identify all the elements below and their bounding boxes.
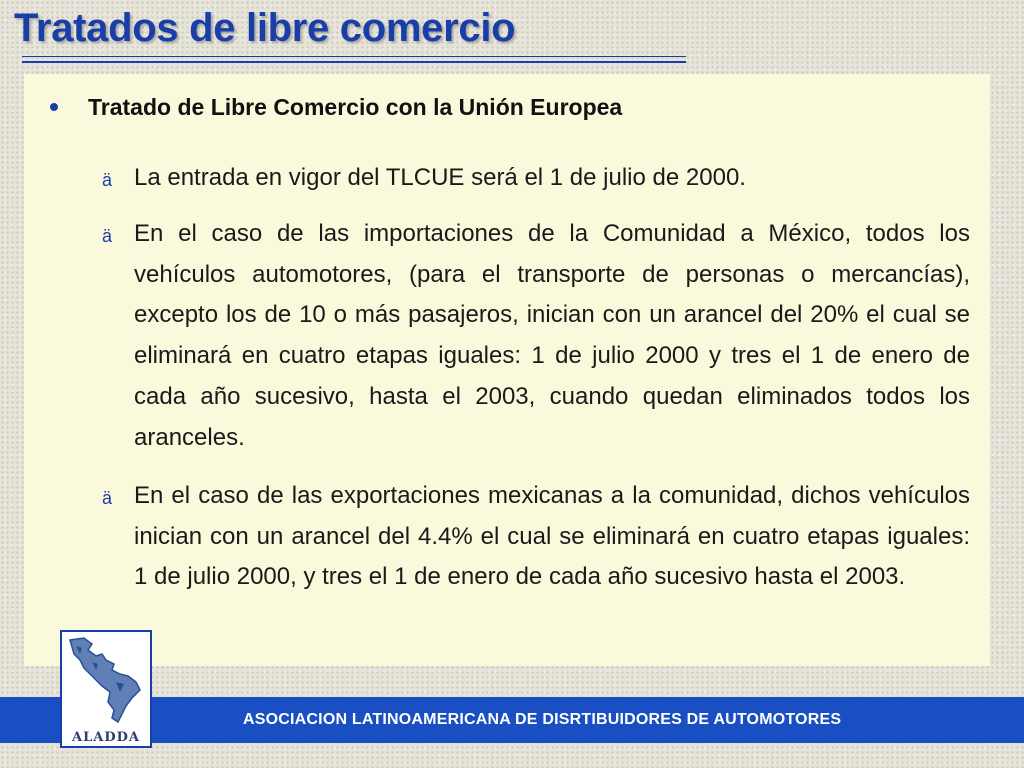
logo-name: ALADDA <box>72 730 140 745</box>
list-item-text: En el caso de las exportaciones mexicanas a la comunidad, dichos vehículos inician con un arancel del 4.4% el cual se eliminará en cuatro etapas iguales: 1 de julio 2000, y tres el 1 de enero de cada año sucesivo hasta el 2003. <box>134 482 970 591</box>
section-heading-text: Tratado de Libre Comercio con la Unión Europea <box>88 94 623 120</box>
sub-bullet-arrow-icon: ä <box>102 170 113 190</box>
sub-bullet-arrow-icon: ä <box>102 488 113 508</box>
footer-organization: ASOCIACION LATINOAMERICANA DE DISRTIBUIDORES DE AUTOMOTORES <box>243 711 842 728</box>
slide-title: Tratados de libre comercio <box>14 6 516 50</box>
content-panel <box>24 74 990 666</box>
list-item-text: En el caso de las importaciones de la Comunidad a México, todos los vehículos automotores, (para el transporte de personas o mercancías), excepto los de 10 o más pasajeros, inician con un arancel del 20% el cual se eliminará en cuatro etapas iguales: 1 de julio 2000 y tres el 1 de enero de cada año sucesivo, hasta el 2003, cuando quedan eliminados todos los aranceles. <box>134 220 970 451</box>
aladda-logo <box>60 630 152 748</box>
latin-america-map-icon <box>62 634 150 726</box>
list-item <box>102 214 970 458</box>
list-item-text: La entrada en vigor del TLCUE será el 1 de julio de 2000. <box>134 164 746 191</box>
list-item <box>102 158 970 199</box>
list-item <box>102 476 970 598</box>
title-underline <box>22 56 686 63</box>
section-heading <box>50 94 970 121</box>
bullet-dot-icon <box>50 103 58 111</box>
sub-bullet-arrow-icon: ä <box>102 226 113 246</box>
